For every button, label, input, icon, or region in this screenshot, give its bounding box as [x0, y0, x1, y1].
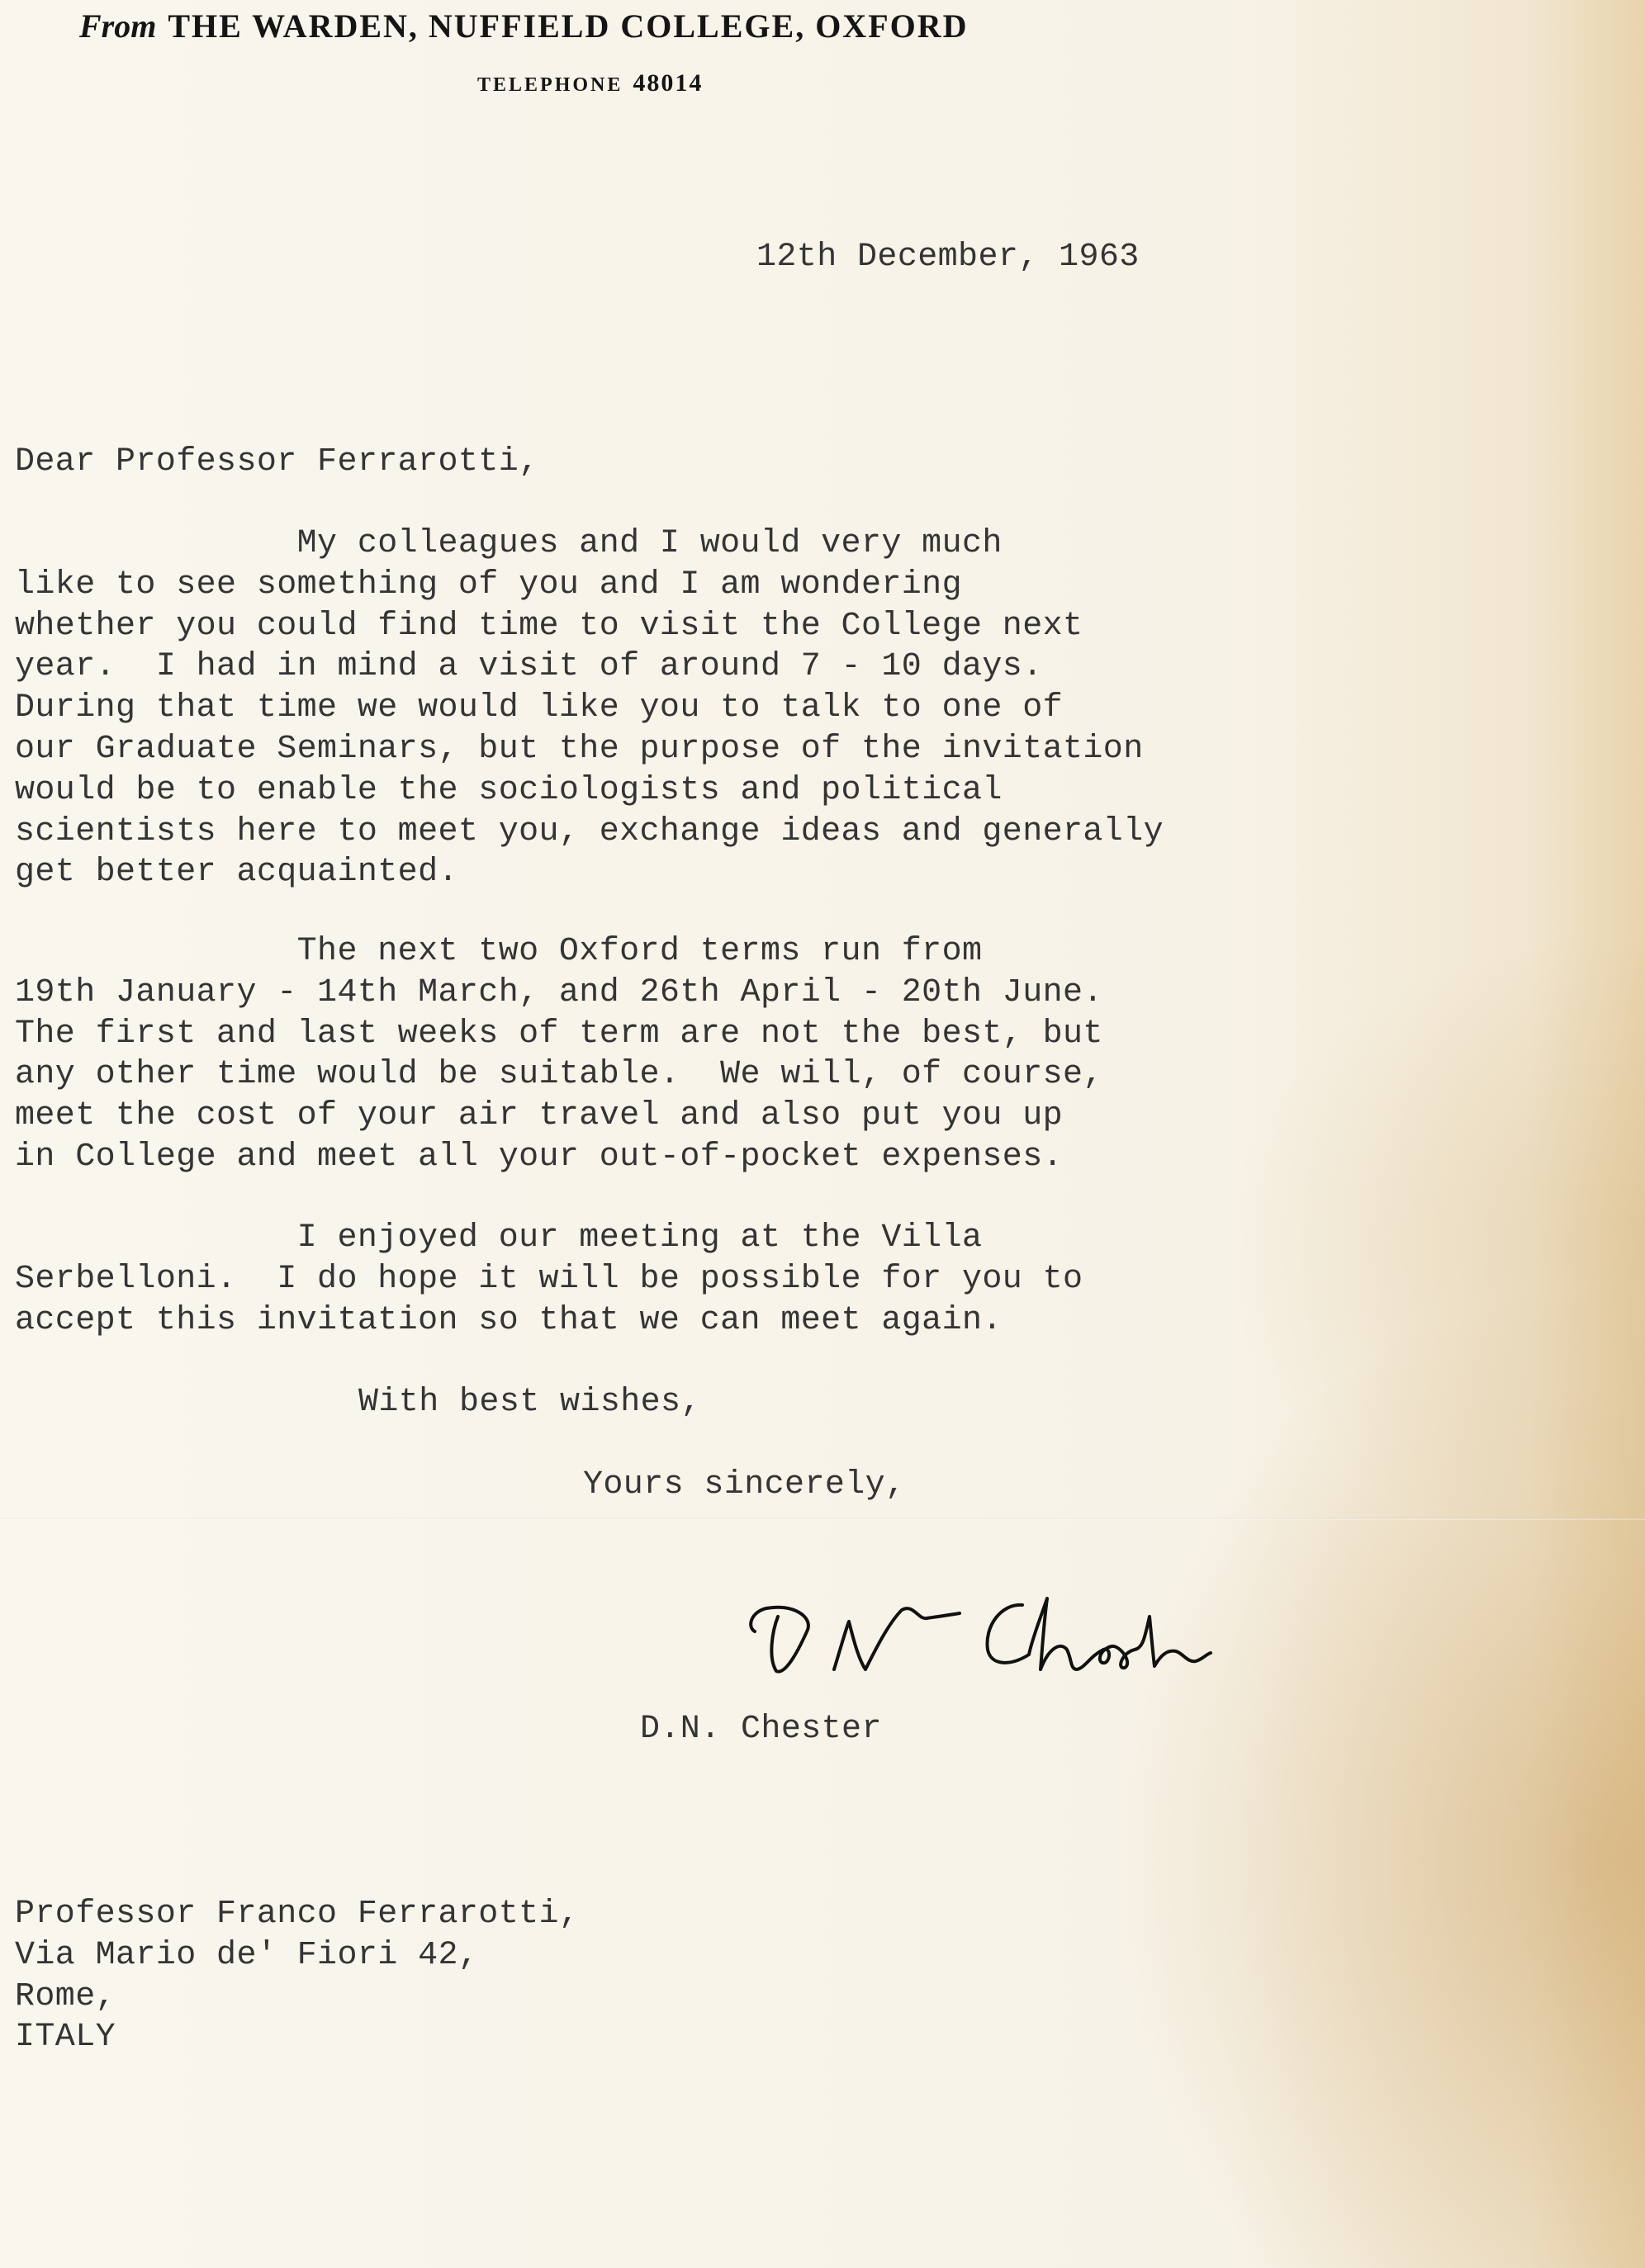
- telephone-number: 48014: [633, 69, 704, 97]
- letterhead: [79, 7, 969, 45]
- salutation: Dear Professor Ferrarotti,: [15, 443, 539, 481]
- closing-wishes: With best wishes,: [358, 1384, 701, 1421]
- body-paragraph-2: The next two Oxford terms run from 19th January - 14th March, and 26th April - 20th June. The first and last weeks of term are not the best, but any other time would be suitable. We will, of course, meet the cost of your air travel and also put you up in College and meet all your out-of-pocket expenses.: [15, 933, 1103, 1176]
- paper-fold-crease: [0, 1518, 1645, 1520]
- letter-date: 12th December, 1963: [756, 239, 1140, 276]
- sign-off: Yours sincerely,: [583, 1466, 906, 1503]
- body-paragraph-1: My colleagues and I would very much like to see something of you and I am wondering whether you could find time to visit the College next year. I had in mind a visit of around 7 - 10 days. During that time we would like you to talk to one of our Graduate Seminars, but the purpose of the invitation would be to enable the sociologists and political scientists here to meet you, exchange ideas and generally get better acquainted.: [15, 525, 1164, 892]
- letterhead-telephone: [477, 69, 703, 97]
- letterhead-institution: THE WARDEN, NUFFIELD COLLEGE, OXFORD: [168, 7, 969, 45]
- handwritten-signature: [743, 1584, 1230, 1691]
- letterhead-from: From: [79, 7, 157, 45]
- typed-signatory-name: D.N. Chester: [640, 1711, 882, 1748]
- recipient-address: Professor Franco Ferrarotti, Via Mario de' Fiori 42, Rome, ITALY: [15, 1896, 580, 2057]
- body-paragraph-3: I enjoyed our meeting at the Villa Serbelloni. I do hope it will be possible for you to accept this invitation so that we can meet again.: [15, 1219, 1083, 1339]
- telephone-label: TELEPHONE: [477, 74, 623, 96]
